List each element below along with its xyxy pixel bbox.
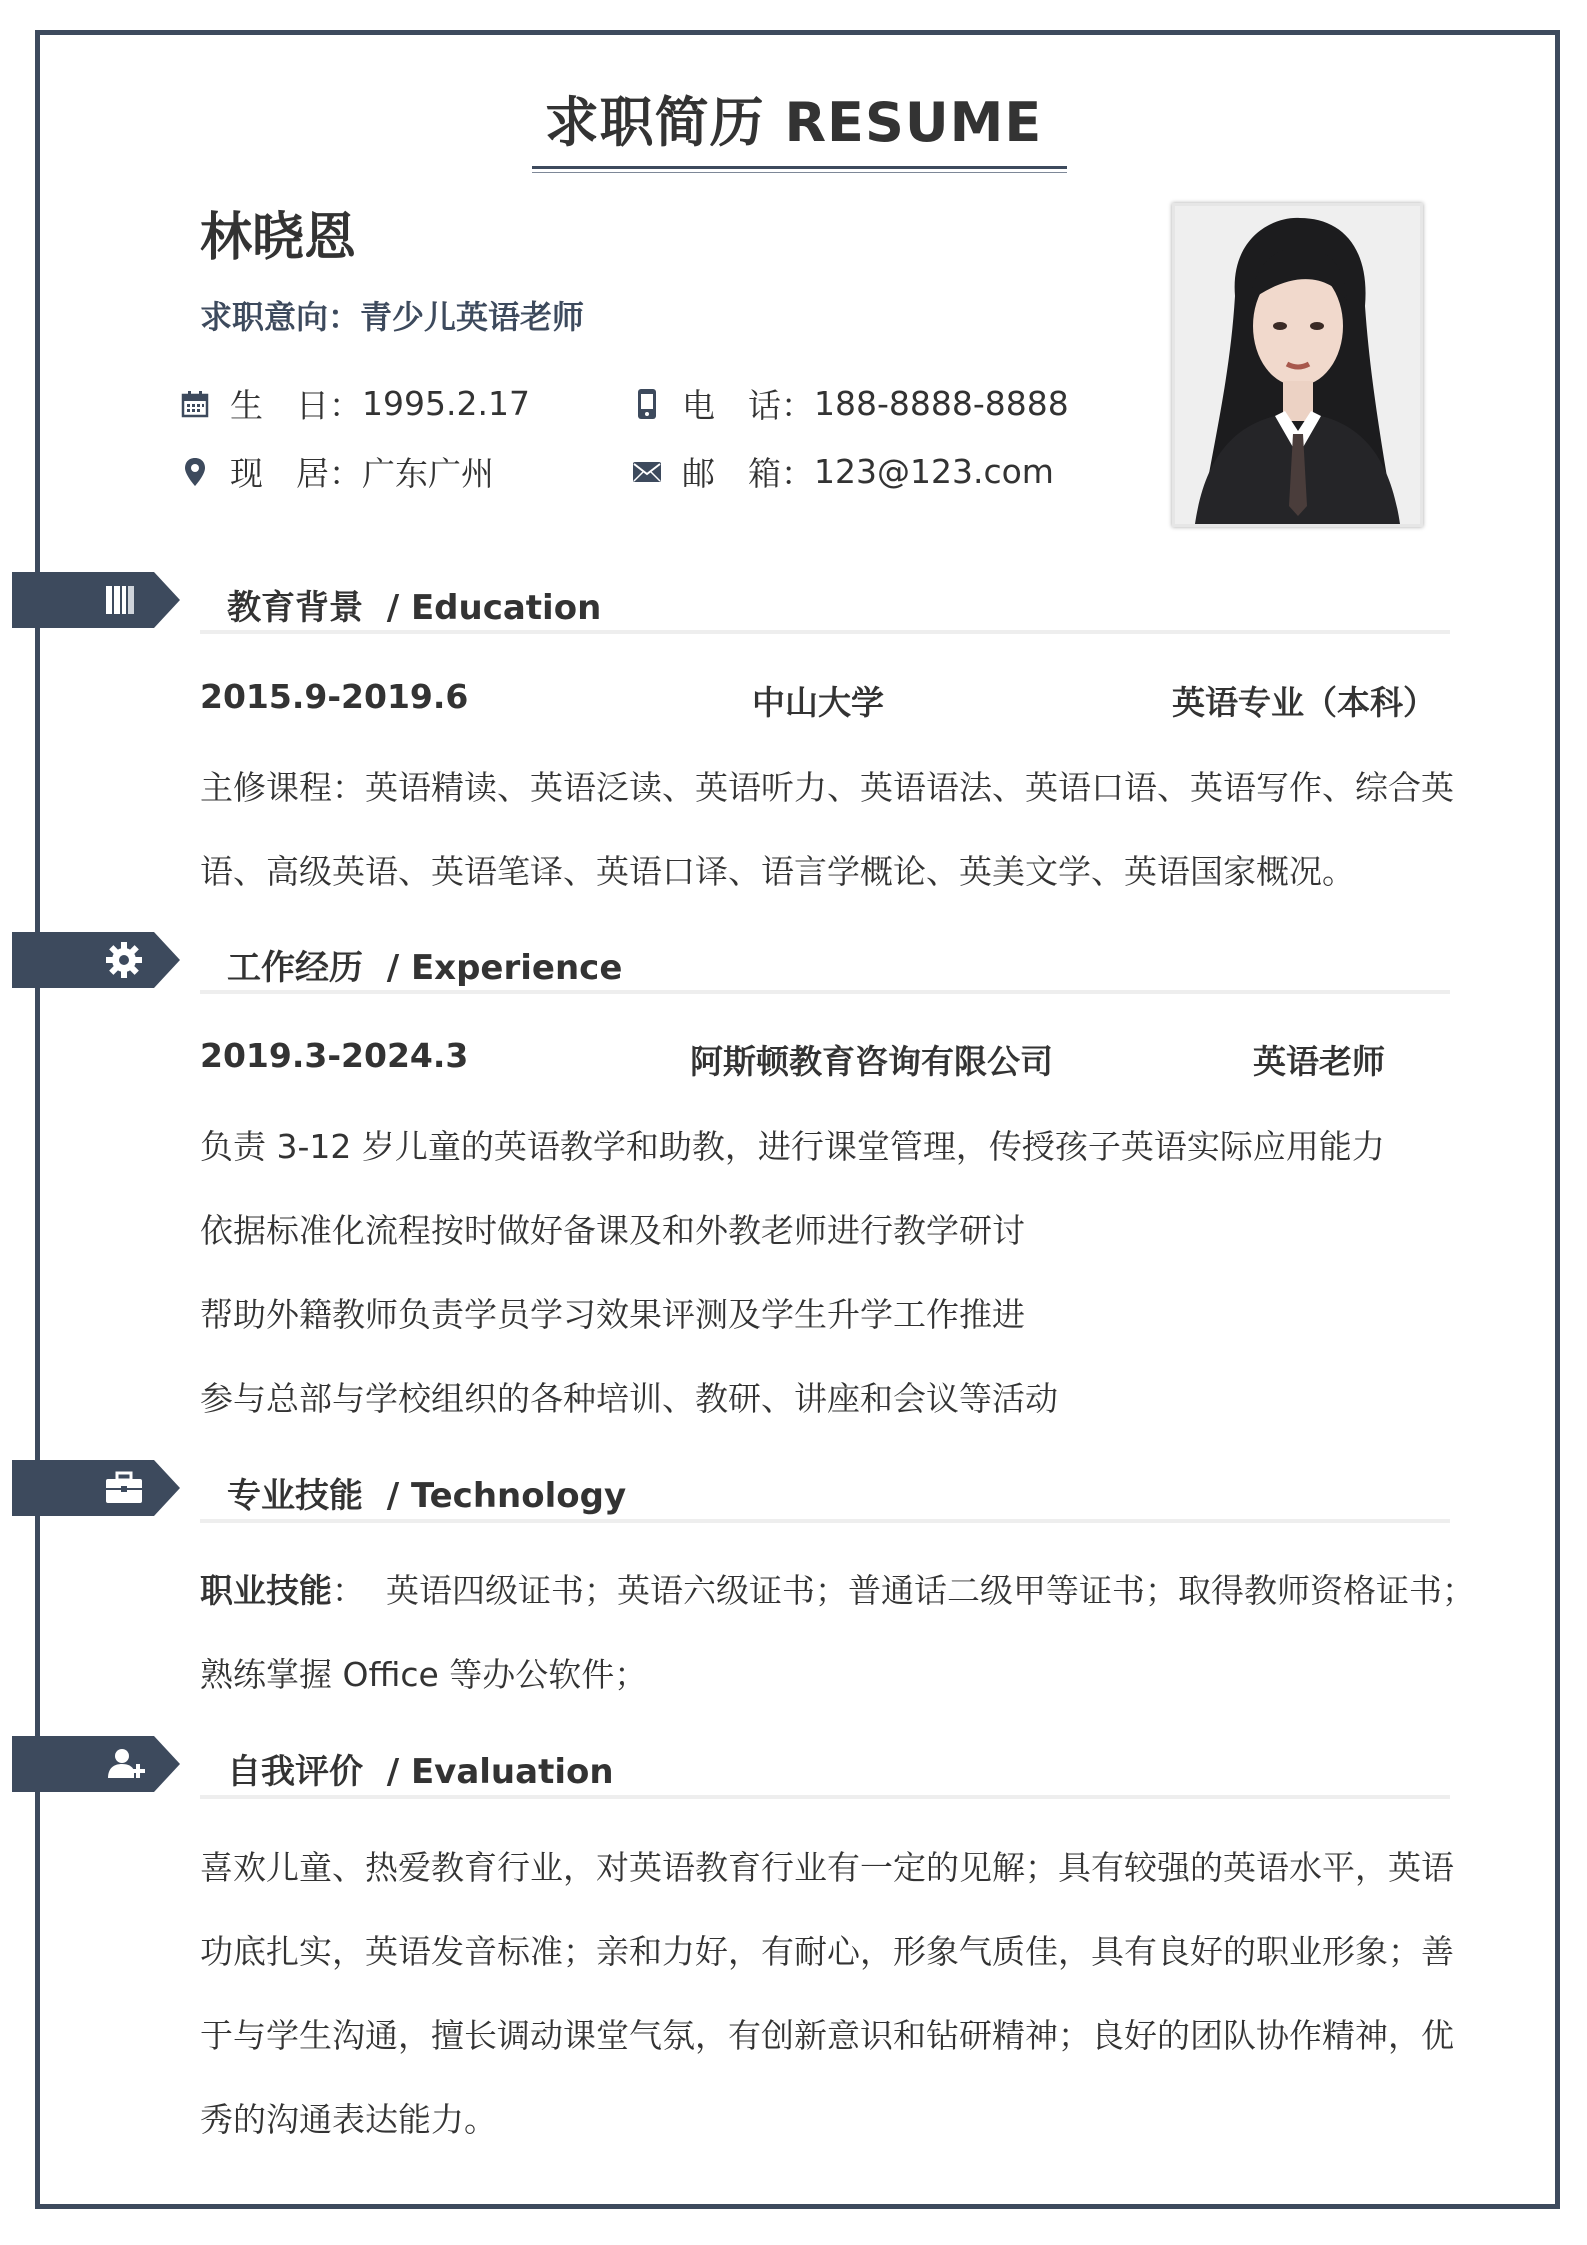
education-courses-line-2: 语、高级英语、英语笔译、英语口译、语言学概论、英美文学、英语国家概况。 xyxy=(200,852,1355,891)
title-underline-thin xyxy=(532,172,1067,173)
title-underline xyxy=(532,166,1067,169)
skills-title-en: / Technology xyxy=(386,1476,627,1516)
experience-title-cn: 工作经历 xyxy=(227,948,363,988)
skills-section-tab xyxy=(12,1460,180,1516)
residence-value: 广东广州 xyxy=(362,454,494,493)
education-title-en: / Education xyxy=(386,588,602,628)
evaluation-line-2: 功底扎实，英语发音标准；亲和力好，有耐心，形象气质佳，具有良好的职业形象；善 xyxy=(200,1932,1454,1971)
evaluation-line-3: 于与学生沟通，擅长调动课堂气氛，有创新意识和钻研精神；良好的团队协作精神，优 xyxy=(200,2016,1454,2055)
skills-divider xyxy=(200,1519,1450,1523)
phone-label: 电 话： xyxy=(682,386,814,425)
profile-photo xyxy=(1172,203,1423,527)
info-residence xyxy=(178,448,494,495)
mobile-phone-icon xyxy=(630,387,664,421)
education-major: 英语专业（本科） xyxy=(1172,683,1436,722)
phone-value: 188-8888-8888 xyxy=(814,384,1069,423)
experience-duty-2: 依据标准化流程按时做好备课及和外教老师进行教学研讨 xyxy=(200,1211,1025,1250)
evaluation-section-tab xyxy=(12,1736,180,1792)
email-value: 123@123.com xyxy=(814,452,1054,491)
experience-role: 英语老师 xyxy=(1253,1042,1385,1081)
experience-company: 阿斯顿教育咨询有限公司 xyxy=(690,1042,1053,1081)
birthday-label: 生 日： xyxy=(230,386,362,425)
education-section-title xyxy=(227,580,601,629)
job-intent-value: 青少儿英语老师 xyxy=(360,298,585,336)
candidate-name: 林晓恩 xyxy=(200,208,357,268)
skills-line-2: 熟练掌握 Office 等办公软件； xyxy=(200,1655,648,1694)
skills-text-1: 英语四级证书；英语六级证书；普通话二级甲等证书；取得教师资格证书； xyxy=(385,1571,1475,1610)
location-pin-icon xyxy=(178,455,212,489)
skills-section-title xyxy=(227,1468,626,1517)
education-period: 2015.9-2019.6 xyxy=(200,677,469,716)
info-birthday xyxy=(178,380,530,427)
job-intent-label: 求职意向： xyxy=(200,298,361,336)
job-intent xyxy=(200,292,584,338)
email-label: 邮 箱： xyxy=(682,454,814,493)
gear-icon xyxy=(106,942,142,978)
education-section-tab xyxy=(12,572,180,628)
experience-period: 2019.3-2024.3 xyxy=(200,1036,469,1075)
experience-duty-1: 负责 3-12 岁儿童的英语教学和助教，进行课堂管理，传授孩子英语实际应用能力 xyxy=(200,1127,1385,1166)
experience-divider xyxy=(200,990,1450,994)
page-title: 求职简历 RESUME xyxy=(544,91,1043,154)
skills-colon: ： xyxy=(332,1571,365,1610)
experience-title-en: / Experience xyxy=(386,948,623,988)
experience-section-title xyxy=(227,940,622,989)
skills-label: 职业技能 xyxy=(200,1571,332,1610)
residence-label: 现 居： xyxy=(230,454,362,493)
education-courses-line-1: 主修课程：英语精读、英语泛读、英语听力、英语语法、英语口语、英语写作、综合英 xyxy=(200,768,1454,807)
evaluation-divider xyxy=(200,1795,1450,1799)
birthday-value: 1995.2.17 xyxy=(362,384,530,423)
evaluation-title-cn: 自我评价 xyxy=(227,1752,363,1792)
evaluation-line-1: 喜欢儿童、热爱教育行业，对英语教育行业有一定的见解；具有较强的英语水平，英语 xyxy=(200,1848,1454,1887)
evaluation-line-4: 秀的沟通表达能力。 xyxy=(200,2100,497,2139)
education-school: 中山大学 xyxy=(752,683,884,722)
evaluation-title-en: / Evaluation xyxy=(386,1752,614,1792)
info-email xyxy=(630,448,1054,495)
skills-line-1 xyxy=(200,1565,1475,1612)
experience-duty-4: 参与总部与学校组织的各种培训、教研、讲座和会议等活动 xyxy=(200,1379,1058,1418)
calendar-icon xyxy=(178,387,212,421)
info-phone xyxy=(630,380,1069,427)
education-divider xyxy=(200,630,1450,634)
books-icon xyxy=(106,586,134,614)
envelope-icon xyxy=(630,455,664,489)
evaluation-section-title xyxy=(227,1744,614,1793)
skills-title-cn: 专业技能 xyxy=(227,1476,363,1516)
education-title-cn: 教育背景 xyxy=(227,588,363,628)
experience-duty-3: 帮助外籍教师负责学员学习效果评测及学生升学工作推进 xyxy=(200,1295,1025,1334)
experience-section-tab xyxy=(12,932,180,988)
